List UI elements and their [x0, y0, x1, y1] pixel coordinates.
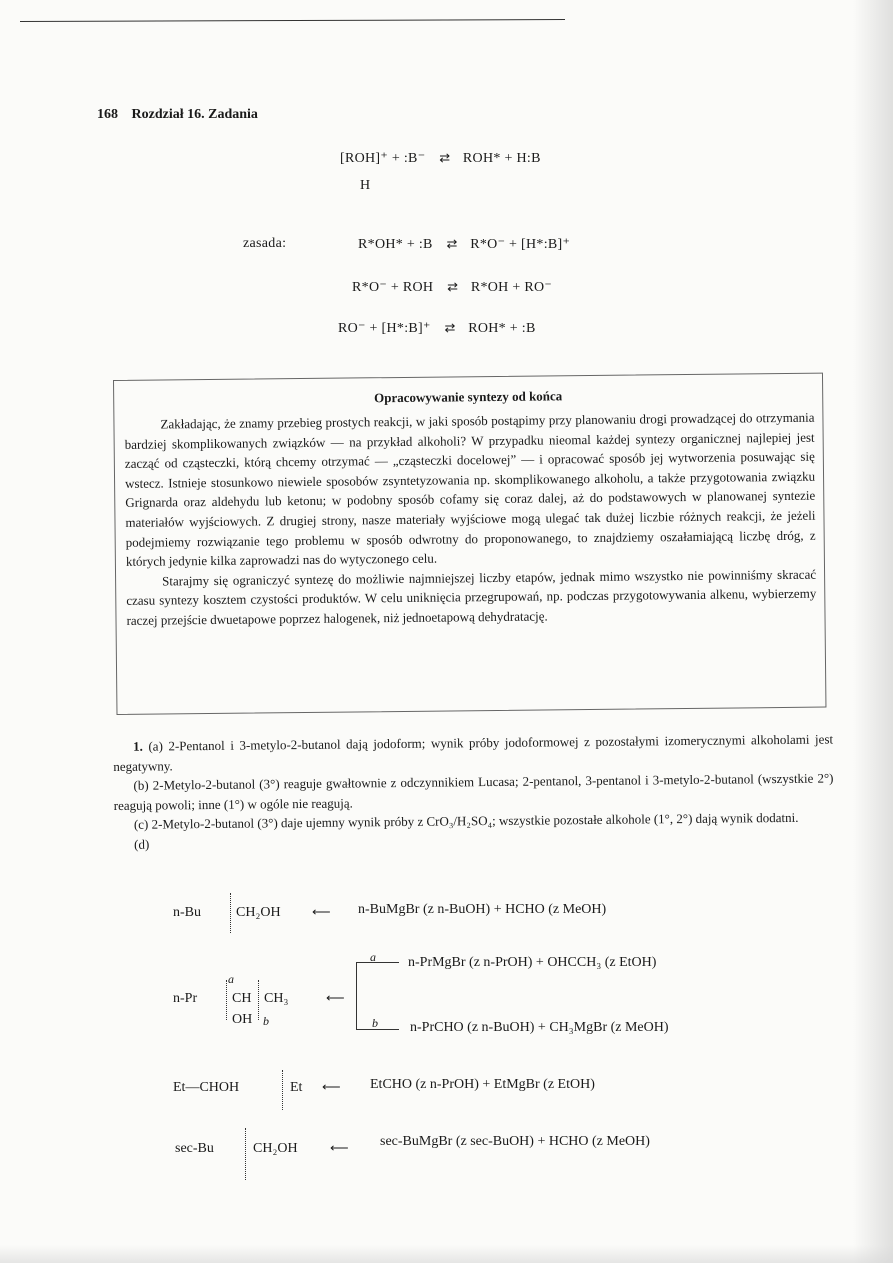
equation-1-substituent: H [360, 178, 371, 193]
page-bottom-shadow [0, 1245, 893, 1263]
synthesis-4-reagents: sec-BuMgBr (z sec-BuOH) + HCHO (z MeOH) [380, 1134, 650, 1149]
cleavage-line [245, 1128, 246, 1180]
synthesis-2-route-b: n-PrCHO (z n-BuOH) + CH₃MgBr (z MeOH) [410, 1020, 669, 1035]
page-header [97, 107, 258, 123]
equilibrium-arrow: ⇄ [439, 150, 450, 165]
equation-1 [340, 150, 541, 167]
equation-1-right: ROH* + H:B [462, 151, 541, 166]
route-label-b: b [263, 1014, 269, 1028]
synthesis-3-reagents: EtCHO (z n-PrOH) + EtMgBr (z EtOH) [370, 1077, 595, 1092]
synthesis-1-target-a: n-Bu [173, 905, 201, 920]
branch-label-a: a [370, 950, 376, 964]
equation-4 [338, 320, 536, 337]
equilibrium-arrow: ⇄ [447, 279, 458, 294]
synthesis-4-target-a: sec-Bu [175, 1141, 214, 1156]
cleavage-line [230, 893, 231, 933]
synthesis-2-route-a: n-PrMgBr (z n-PrOH) + OHCCH₃ (z EtOH) [408, 955, 657, 970]
page-number: 168 [97, 107, 118, 122]
synthesis-1-target-b: CH₂OH [236, 905, 281, 920]
box-title: Opracowywanie syntezy od końca [374, 388, 563, 406]
cleavage-line-a [226, 980, 227, 1020]
synthesis-3-target-a: Et—CHOH [173, 1080, 240, 1095]
branch-label-b: b [372, 1016, 378, 1030]
route-label-a: a [228, 972, 234, 986]
equation-2-right: R*O⁻ + [H*:B]⁺ [470, 237, 571, 252]
synthesis-4-target-b: CH₂OH [253, 1141, 298, 1156]
cleavage-line-b [258, 980, 259, 1020]
equation-2-left: R*OH* + :B [358, 237, 433, 252]
box-paragraph-1: Zakładając, że znamy przebieg prostych reakcji, w jaki sposób postąpimy przy planowaniu drogi prowadzącej do otrzymania bardziej skomplikowanych związków — na przykład alkoholi? W przypadku nieomal każdej syntezy organicznej najlepiej jest zacząć od cząsteczki, którą chcemy otrzymać — „cząsteczki docelowej” — i opracować sposób jej wytworzenia posuwając się wstecz. Istnieje stosunkowo niewiele sposobów zsyntetyzowania np. skomplikowanego alkoholu, a także przygotowania związku Grignarda oraz aldehydu lub ketonu; w podobny sposób cofamy się coraz dalej, aż do podstawowych w planowanej syntezie materiałów wyjściowych. Z drugiej strony, nasze materiały wyjściowe mogą ulegać tak dużej liczbie różnych reakcji, że jeżeli podejmiemy rozwiązanie tego problemu w sposób odwrotny do proponowanego, to znajdziemy oszałamiającą liczbę dróg, z których jedynie kilka zaprowadzi nas do wytyczonego celu. [124, 409, 816, 570]
synthesis-3-target-b: Et [290, 1080, 303, 1095]
synthesis-2-target-b: CH [232, 991, 252, 1006]
equation-2 [358, 236, 570, 253]
equation-3-left: R*O⁻ + ROH [352, 280, 434, 295]
retro-arrow: ⟵ [326, 990, 344, 1005]
synthesis-2-target-a: n-Pr [173, 991, 198, 1006]
synthesis-note-box [113, 373, 826, 715]
equation-3 [352, 279, 552, 296]
answer-c: (c) 2-Metylo-2-butanol (3°) daje ujemny wynik próby z CrO₃/H₂SO₄; wszystkie pozostałe alkohole (1°, 2°) dają wynik dodatni. [133, 809, 799, 832]
top-rule [20, 19, 565, 22]
retro-arrow: ⟵ [312, 904, 330, 919]
equation-4-right: ROH* + :B [468, 321, 536, 336]
box-body [124, 408, 816, 631]
retro-arrow: ⟵ [330, 1140, 348, 1155]
answer-a-text: (a) 2-Pentanol i 3-metylo-2-butanol dają jodoform; wynik próby jodoformowej z pozostałymi izomerycznymi alkoholami jest negatywny. [113, 731, 834, 774]
synthesis-2-target-c: CH₃ [264, 991, 289, 1006]
equilibrium-arrow: ⇄ [446, 236, 457, 251]
box-paragraph-2: Starajmy się ograniczyć syntezę do możliwie najmniejszej liczby etapów, jednak mimo wszystko nie powinniśmy skracać czasu syntezy kosztem czystości produktów. W celu uniknięcia przegrupowań, np. podczas przygotowywania alkenu, wybierzemy raczej przejście dwuetapowe poprzez halogenek, niż jednoetapową dehydratację. [126, 566, 817, 628]
answer-number: 1. [133, 738, 143, 754]
equation-1-left: [ROH]⁺ + :B⁻ [340, 151, 426, 166]
equation-4-left: RO⁻ + [H*:B]⁺ [338, 321, 431, 336]
equation-3-right: R*OH + RO⁻ [470, 280, 553, 295]
page-edge-shadow [853, 0, 893, 1263]
chapter-title: Rozdział 16. Zadania [131, 107, 258, 122]
synthesis-1-reagents: n-BuMgBr (z n-BuOH) + HCHO (z MeOH) [358, 902, 607, 917]
answer-b: (b) 2-Metylo-2-butanol (3°) reaguje gwałtownie z odczynnikiem Lucasa; 2-pentanol, 3-pentanol i 3-metylo-2-butanol (wszystkie 2°) reagują powoli; inne (1°) w ogóle nie reagują. [113, 770, 834, 813]
answers-section [113, 729, 834, 854]
answer-d: (d) [134, 836, 150, 852]
cleavage-line [282, 1070, 283, 1110]
zasada-label: zasada: [243, 236, 287, 251]
synthesis-2-hydroxyl: OH [232, 1012, 253, 1027]
equilibrium-arrow: ⇄ [444, 320, 455, 335]
retro-arrow: ⟵ [322, 1079, 340, 1094]
